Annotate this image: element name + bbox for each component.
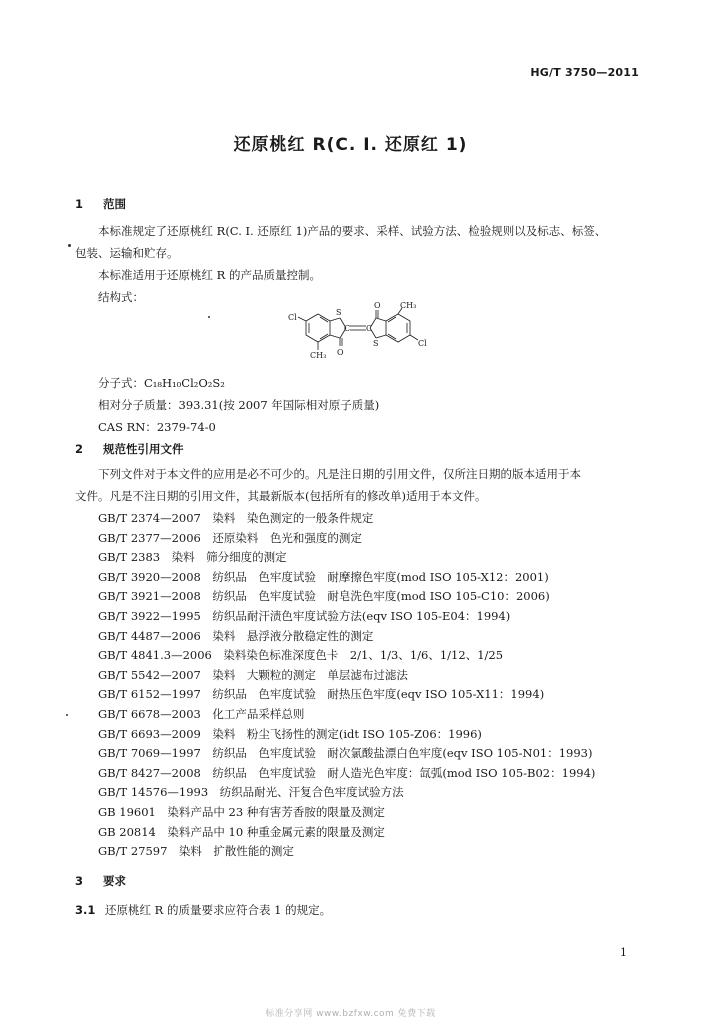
reference-item: GB/T 4487—2006 染料 悬浮液分散稳定性的测定 (98, 628, 374, 643)
reference-item: GB 19601 染料产品中 23 种有害芳香胺的限量及测定 (98, 805, 385, 819)
standard-code: HG/T 3750—2011 (530, 66, 639, 79)
section-heading-requirements (75, 873, 126, 889)
clause-number: 3.1 (75, 903, 96, 917)
scope-line-2: 包装、运输和贮存。 (75, 246, 179, 260)
section-heading-scope (75, 196, 126, 212)
atom-o-right: O (374, 301, 381, 310)
atom-s-right: S (373, 339, 379, 348)
molecular-mass: 相对分子质量：393.31(按 2007 年国际相对原子质量) (98, 398, 380, 412)
atom-o-left: O (337, 348, 344, 357)
atom-s-left: S (336, 308, 342, 317)
scan-speck (66, 714, 68, 716)
reference-item: GB/T 3922—1995 纺织品耐汗渍色牢度试验方法(eqv ISO 105-E04：1994) (98, 609, 511, 623)
reference-item: GB/T 2377—2006 还原染料 色光和强度的测定 (98, 530, 362, 545)
compound-properties (75, 372, 640, 438)
reference-item: GB/T 6693—2009 染料 粉尘飞扬性的测定(idt ISO 105-Z06：1996) (98, 726, 482, 741)
reference-item: GB/T 3921—2008 纺织品 色牢度试验 耐皂洗色牢度(mod ISO 105-C10：2006) (98, 589, 550, 604)
section-title: 范围 (103, 197, 126, 211)
section-title: 要求 (103, 874, 126, 888)
section-title: 规范性引用文件 (103, 442, 184, 456)
watermark: 标准分享网 www.bzfxw.com 免费下载 (265, 1009, 436, 1019)
structure-label: 结构式： (98, 290, 144, 304)
atom-ch3-top: CH₃ (400, 301, 417, 310)
atom-c-right: C (366, 324, 373, 333)
molecular-formula: 分子式：C₁₈H₁₀Cl₂O₂S₂ (98, 376, 225, 390)
reference-item: GB/T 6678—2003 化工产品采样总则 (98, 707, 305, 721)
document-title: 还原桃红 R(C. I. 还原红 1) (233, 135, 468, 155)
scan-speck (68, 244, 71, 247)
reference-item: GB/T 2374—2007 染料 染色测定的一般条件规定 (98, 511, 374, 525)
scope-applicability: 本标准适用于还原桃红 R 的产品质量控制。 (98, 268, 321, 282)
reference-item: GB/T 6152—1997 纺织品 色牢度试验 耐热压色牢度(eqv ISO 105-X11：1994) (98, 687, 545, 702)
reference-item: GB/T 27597 染料 扩散性能的测定 (98, 844, 294, 859)
references-intro-line-1: 下列文件对于本文件的应用是必不可少的。凡是注日期的引用文件，仅所注日期的版本适用于本 (98, 467, 581, 481)
reference-item: GB 20814 染料产品中 10 种重金属元素的限量及测定 (98, 824, 385, 839)
reference-item: GB/T 4841.3—2006 染料染色标准深度色卡 2/1、1/3、1/6、1/12、1/25 (98, 648, 504, 663)
reference-item: GB/T 2383 染料 筛分细度的测定 (98, 550, 287, 565)
clause-3-1 (75, 902, 331, 918)
atom-c-left: C (344, 324, 351, 333)
page-number: 1 (620, 946, 627, 959)
section-number: 3 (75, 874, 84, 888)
atom-cl-left: Cl (288, 313, 297, 322)
scope-paragraph (75, 220, 640, 308)
clause-text: 还原桃红 R 的质量要求应符合表 1 的规定。 (105, 903, 332, 917)
section-number: 2 (75, 442, 84, 456)
section-number: 1 (75, 197, 84, 211)
references-intro (75, 463, 640, 507)
atom-cl-right: Cl (418, 339, 427, 348)
references-intro-line-2: 文件。凡是不注日期的引用文件，其最新版本(包括所有的修改单)适用于本文件。 (75, 489, 487, 503)
reference-item: GB/T 14576—1993 纺织品耐光、汗复合色牢度试验方法 (98, 785, 404, 800)
reference-item: GB/T 8427—2008 纺织品 色牢度试验 耐人造光色牢度：氙弧(mod ISO 105-B02：1994) (98, 765, 596, 780)
reference-item: GB/T 7069—1997 纺织品 色牢度试验 耐次氯酸盐漂白色牢度(eqv ISO 105-N01：1993) (98, 746, 593, 761)
structural-formula (280, 300, 440, 362)
atom-ch3-bottom: CH₃ (310, 351, 327, 360)
scan-speck (208, 316, 210, 318)
cas-number: CAS RN：2379-74-0 (98, 420, 216, 434)
section-heading-references (75, 441, 184, 457)
reference-item: GB/T 3920—2008 纺织品 色牢度试验 耐摩擦色牢度(mod ISO 105-X12：2001) (98, 569, 549, 584)
reference-item: GB/T 5542—2007 染料 大颗粒的测定 单层滤布过滤法 (98, 667, 408, 682)
scope-line-1: 本标准规定了还原桃红 R(C. I. 还原红 1)产品的要求、采样、试验方法、检验规则以及标志、标签、 (98, 224, 607, 238)
